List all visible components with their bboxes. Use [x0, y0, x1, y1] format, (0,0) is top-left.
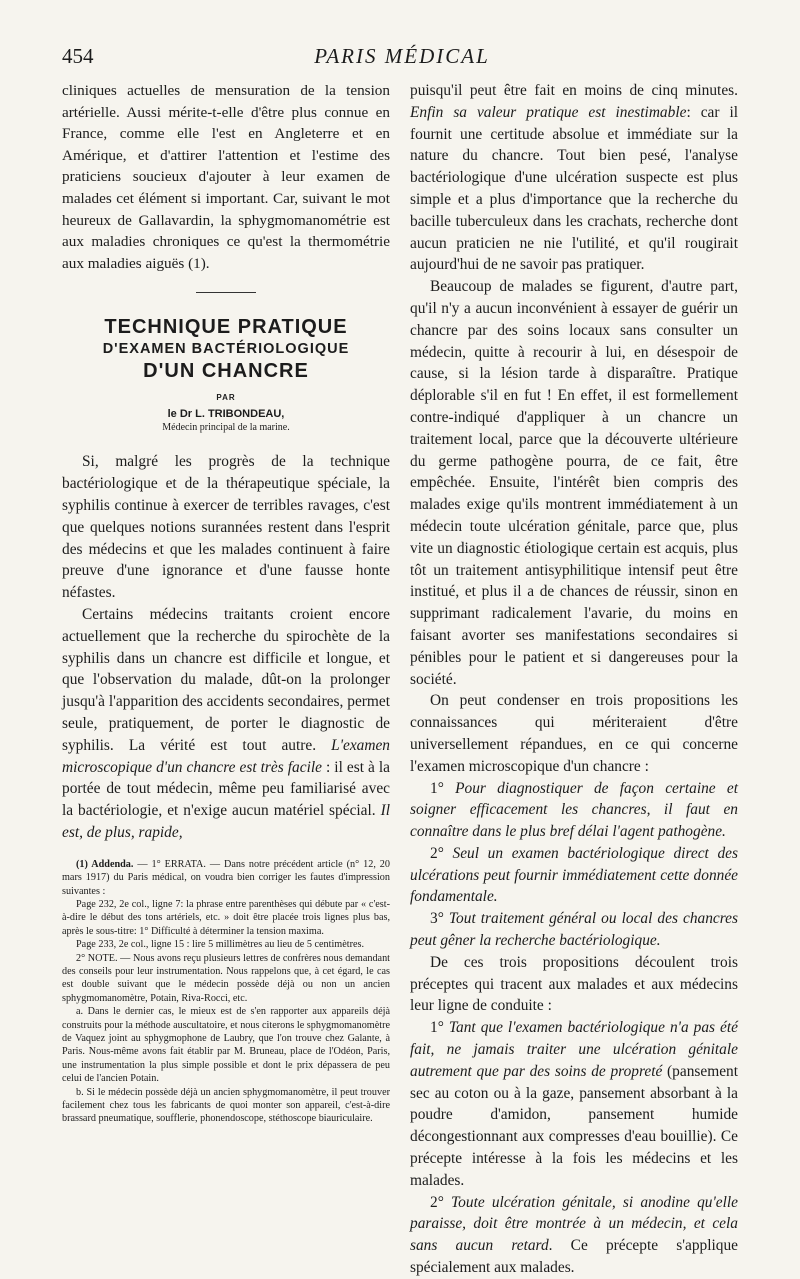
- italic-run: Toute ulcération génitale, si anodine qu'elle paraisse, doit être montrée à un médecin, et cela sans aucun retard: [410, 1193, 738, 1255]
- precept-2: [410, 1192, 738, 1279]
- italic-run: Tout traitement général ou local des chancres peut gêner la recherche bactériologique.: [410, 910, 738, 950]
- body-paragraph: Beaucoup de malades se figurent, d'autre part, qu'il n'y a aucun inconvénient à essayer de guérir un chancre par des soins locaux sans consulter un médecin, quitte à recourir à lui, en désespoir de cause, si la lésion tarde à disparaître. Pratique déplorable s'il en fut ! En effet, il est formellement contre-indiqué d'appliquer à un chancre un traitement local, parce que la découverte ultérieure du germe pathogène pourra, de ce fait, être empêchée. Ensuite, l'intérêt bien compris des malades exige qu'ils montrent immédiatement à un médecin toute ulcération génitale, parce que, plus vite un diagnostic étiologique certain est acquis, plus tôt un traitement antisyphilitique intensif peut être institué, et plus il a de chances de réussir, sinon en supprimant radicalement l'avarie, du moins en faisant avorter ses manifestations secondaires si pénibles pour le patient et si dangereuses pour la société.: [410, 278, 738, 688]
- footnote-paragraph: Page 233, 2e col., ligne 15 : lire 5 millimètres au lieu de 5 centimètres.: [76, 939, 365, 951]
- author-name: le Dr L. TRIBONDEAU,: [167, 408, 285, 421]
- intro-paragraph: cliniques actuelles de mensuration de la tension artérielle. Aussi mérite-t-elle d'être plus connue en France, comme elle l'est en Angleterre et en Amérique, et d'attirer l'attention et l'estime des praticiens soucieux d'ajouter à leur examen de malades cet élément si important. Car, suivant le mot heureux de Gallavardin, la sphygmomanométrie est aux maladies chroniques ce qu'est la thermométrie aux maladies aiguës (1).: [62, 82, 390, 272]
- list-number: 2°: [430, 1193, 452, 1211]
- page-header: [62, 44, 742, 70]
- proposition-3: [410, 908, 738, 952]
- footnote-label: (1) Addenda.: [76, 858, 134, 870]
- article-title-line-1: TECHNIQUE PRATIQUE: [104, 316, 348, 339]
- list-number: 1°: [430, 1019, 449, 1037]
- footnote-paragraph: b. Si le médecin possède déjà un ancien sphygmomanomètre, il peut trouver facilement chez tous les fabricants de quoi monter son appareil, c'est-à-dire brassard pneumatique, soufflerie, phonendoscope, stéthoscope biauriculaire.: [62, 1086, 390, 1125]
- text-run: : car il fournit une certitude absolue et immédiate sur la nature du chancre. Tout bien pesé, l'analyse bactériologique d'une ulcération suspecte est plus simple et a plus d'importance que la recherche du bacille tuberculeux dans les crachats, recherche dont aucun praticien ne nie l'utilité, et qu'il rougirait aujourd'hui de ne savoir pas pratiquer.: [410, 103, 739, 274]
- right-column: [410, 80, 738, 1279]
- body-paragraph: [410, 80, 738, 276]
- list-number: 1°: [430, 779, 456, 797]
- footnote-paragraph: 2° NOTE. — Nous avons reçu plusieurs lettres de confrères nous demandant des conseils pour leur instrumentation. Nous rappelons que, à cet égard, le cas est double suivant que le médecin possède déjà ou non un ancien sphygmomanomètre, Potain, Riva-Rocci, etc.: [62, 952, 390, 1004]
- byline: [62, 393, 390, 433]
- italic-run: L'examen microscopique d'un chancre est très facile: [62, 736, 390, 776]
- article-heading: [62, 315, 390, 433]
- body-paragraph: On peut condenser en trois propositions les connaissances qui mériteraient d'être universellement répandues, en ce qui concerne l'examen microscopique d'un chancre :: [410, 692, 738, 775]
- proposition-2: [410, 843, 738, 908]
- running-title: PARIS MÉDICAL: [314, 44, 490, 68]
- footnote-paragraph: Page 232, 2e col., ligne 7: la phrase entre parenthèses qui débute par « c'est-à-dire le début des tons artériels, etc. » doit être placée trois lignes plus bas, après le sous-titre: 1° Difficulté à déterminer la tension maxima.: [62, 898, 390, 937]
- italic-run: Tant que l'examen bactériologique n'a pas été fait, ne jamais traiter une ulcération génitale autrement que par des soins de propreté: [410, 1019, 738, 1080]
- italic-run: Seul un examen bactériologique direct des ulcérations peut fournir immédiatement cette donnée fondamentale.: [410, 844, 738, 906]
- left-column: [62, 80, 390, 1126]
- article-title-line-2: D'EXAMEN BACTÉRIOLOGIQUE: [102, 341, 350, 358]
- text-run: (pansement sec au coton ou à la gaze, pansement absorbant à la poudre d'amidon, pansement humide décongestionnant aux compresses d'eau bouillie). Ce précepte intéresse à la fois les médecins et les malades.: [410, 1062, 738, 1189]
- author-role: Médecin principal de la marine.: [162, 422, 290, 434]
- proposition-1: [410, 778, 738, 843]
- body-paragraph: Si, malgré les progrès de la technique bactériologique et de la thérapeutique spéciale, la syphilis continue à exercer de terribles ravages, c'est que quelques notions surannées restent dans l'esprit des médecins et que les malades continuent à faire preuve d'une ignorance et d'une fausse honte néfastes.: [62, 453, 390, 602]
- byline-par: PAR: [216, 393, 236, 403]
- precept-1: [410, 1017, 738, 1191]
- left-body: [62, 451, 390, 843]
- text-run: . Ce précepte s'applique spécialement aux malades.: [410, 1237, 738, 1277]
- body-paragraph: De ces trois propositions découlent trois préceptes qui tracent aux malades et aux médecins leur ligne de conduite :: [410, 953, 738, 1015]
- intro-section: [62, 80, 390, 274]
- italic-run: Enfin sa valeur pratique est inestimable: [410, 103, 687, 121]
- section-divider: [196, 292, 256, 293]
- page-number: 454: [62, 44, 94, 68]
- article-title-line-3: D'UN CHANCRE: [143, 360, 309, 383]
- italic-run: Il est, de plus, rapide,: [62, 802, 390, 841]
- list-number: 2°: [430, 844, 453, 862]
- italic-run: Pour diagnostiquer de façon certaine et soigner efficacement les chancres, il faut en connaître dans le plus bref délai l'agent pathogène.: [410, 779, 738, 841]
- body-paragraph: [62, 604, 390, 844]
- text-run: Certains médecins traitants croient encore actuellement que la recherche du spirochète de la syphilis dans un chancre est difficile et longue, et que l'observation du malade, dût-on la prolonger jusqu'à l'apparition des accidents secondaires, permet seule, pratiquement, de porter le diagnostic de syphilis. La vérité est tout autre.: [62, 605, 390, 754]
- footnote-text: — 1° ERRATA. — Dans notre précédent article (n° 12, 20 mars 1917) du Paris médical, on voudra bien corriger les fautes d'impression suivantes :: [62, 858, 390, 897]
- footnote-paragraph: a. Dans le dernier cas, le mieux est de s'en rapporter aux appareils déjà construits pour la méthode auscultatoire, et nous citerons le sphygmomanomètre de Vaquez joint au sphygmophone de Laubry, que l'on trouve chez Galante, à Paris. Nous-même avons fait établir par M. Bruneau, place de l'Odéon, Paris, une instrumentation la plus simple possible et dont le prix dépassera de peu celui de l'ancien Potain.: [62, 1006, 390, 1085]
- text-run: : il est à la portée de tout médecin, même peu familiarisé avec la bactériologie, et n'exige aucun matériel spécial.: [62, 758, 390, 820]
- footnote-paragraph: [62, 858, 390, 898]
- text-run: puisqu'il peut être fait en moins de cinq minutes.: [410, 82, 738, 99]
- list-number: 3°: [430, 910, 449, 928]
- footnotes: [62, 858, 390, 1126]
